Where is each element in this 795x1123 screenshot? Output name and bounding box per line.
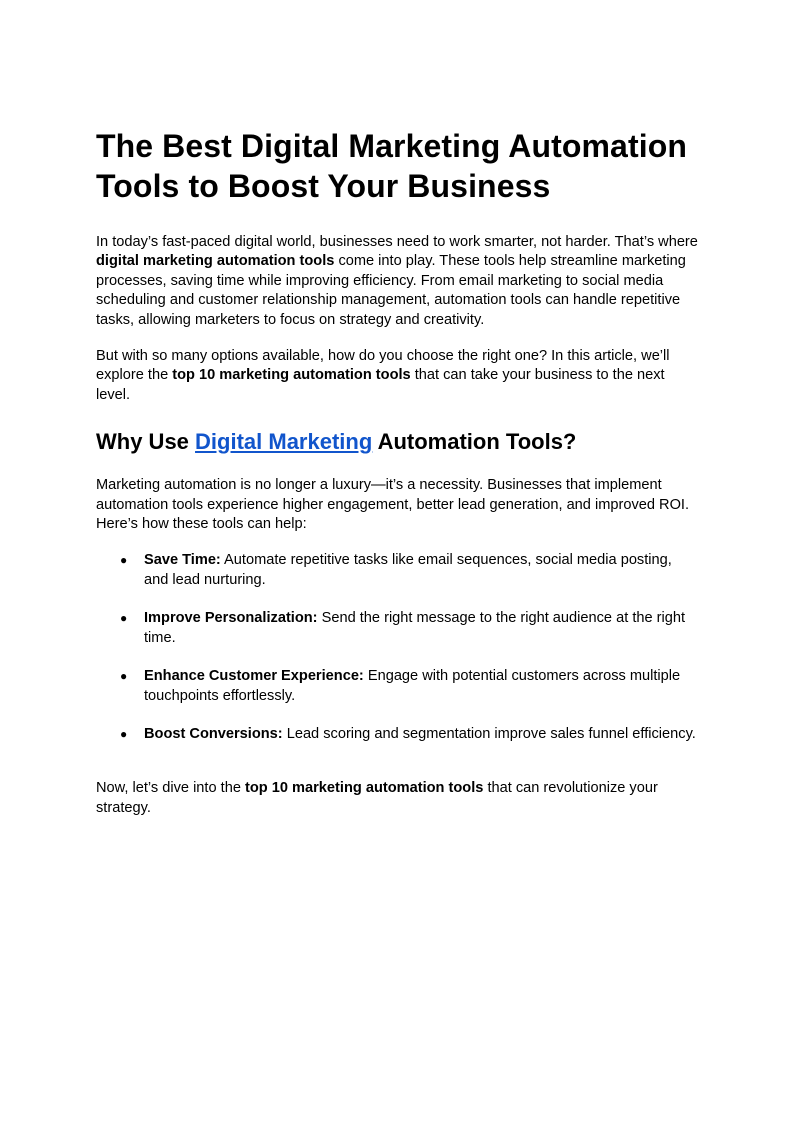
intro-emphasis: digital marketing automation tools	[96, 253, 335, 270]
options-emphasis: top 10 marketing automation tools	[172, 367, 411, 384]
why-paragraph: Marketing automation is no longer a luxury—it’s a necessity. Businesses that implement automation tools experience higher engagement, better lead generation, and improved ROI. Here’s how these tools can help:	[96, 477, 690, 533]
bullet-icon: ●	[120, 669, 128, 684]
list-item	[96, 725, 700, 744]
closing-emphasis: top 10 marketing automation tools	[245, 780, 484, 797]
intro-paragraph: In today’s fast-paced digital world, businesses need to work smarter, not harder. That’s where digital marketing automation tools come into play. These tools help streamline marketing processes, saving time while improving efficiency. From email marketing to social media scheduling and customer relationship management, automation tools can handle repetitive tasks, allowing marketers to focus on strategy and creativity.	[96, 234, 698, 328]
benefit-label: Save Time:	[144, 552, 221, 569]
bullet-icon: ●	[120, 611, 128, 626]
benefit-text: Send the right message to the right audience at the right time.	[144, 610, 686, 646]
list-item	[96, 609, 700, 648]
benefit-label: Boost Conversions:	[144, 725, 283, 742]
benefit-text: Engage with potential customers across multiple touchpoints effortlessly.	[144, 668, 681, 704]
benefit-text: Lead scoring and segmentation improve sales funnel efficiency.	[282, 725, 696, 742]
options-paragraph: But with so many options available, how do you choose the right one? In this article, we’ll explore the top 10 marketing automation tools that can take your business to the next level.	[96, 348, 670, 403]
list-item	[96, 667, 700, 706]
benefit-label: Enhance Customer Experience:	[144, 668, 364, 685]
bullet-icon: ●	[120, 726, 128, 741]
document-page	[96, 126, 700, 818]
benefit-text: Automate repetitive tasks like email sequences, social media posting, and lead nurturing.	[144, 552, 672, 588]
bullet-icon: ●	[120, 553, 128, 568]
document-title: The Best Digital Marketing Automation Tools to Boost Your Business	[96, 128, 687, 204]
digital-marketing-link[interactable]: Digital Marketing	[195, 429, 373, 455]
closing-paragraph: Now, let’s dive into the top 10 marketing automation tools that can revolutionize your strategy.	[96, 780, 658, 816]
benefit-label: Improve Personalization:	[144, 610, 318, 627]
why-use-heading: Why Use Digital Marketing Automation Tools?	[96, 429, 577, 455]
benefits-list	[96, 551, 700, 744]
list-item	[96, 551, 700, 590]
